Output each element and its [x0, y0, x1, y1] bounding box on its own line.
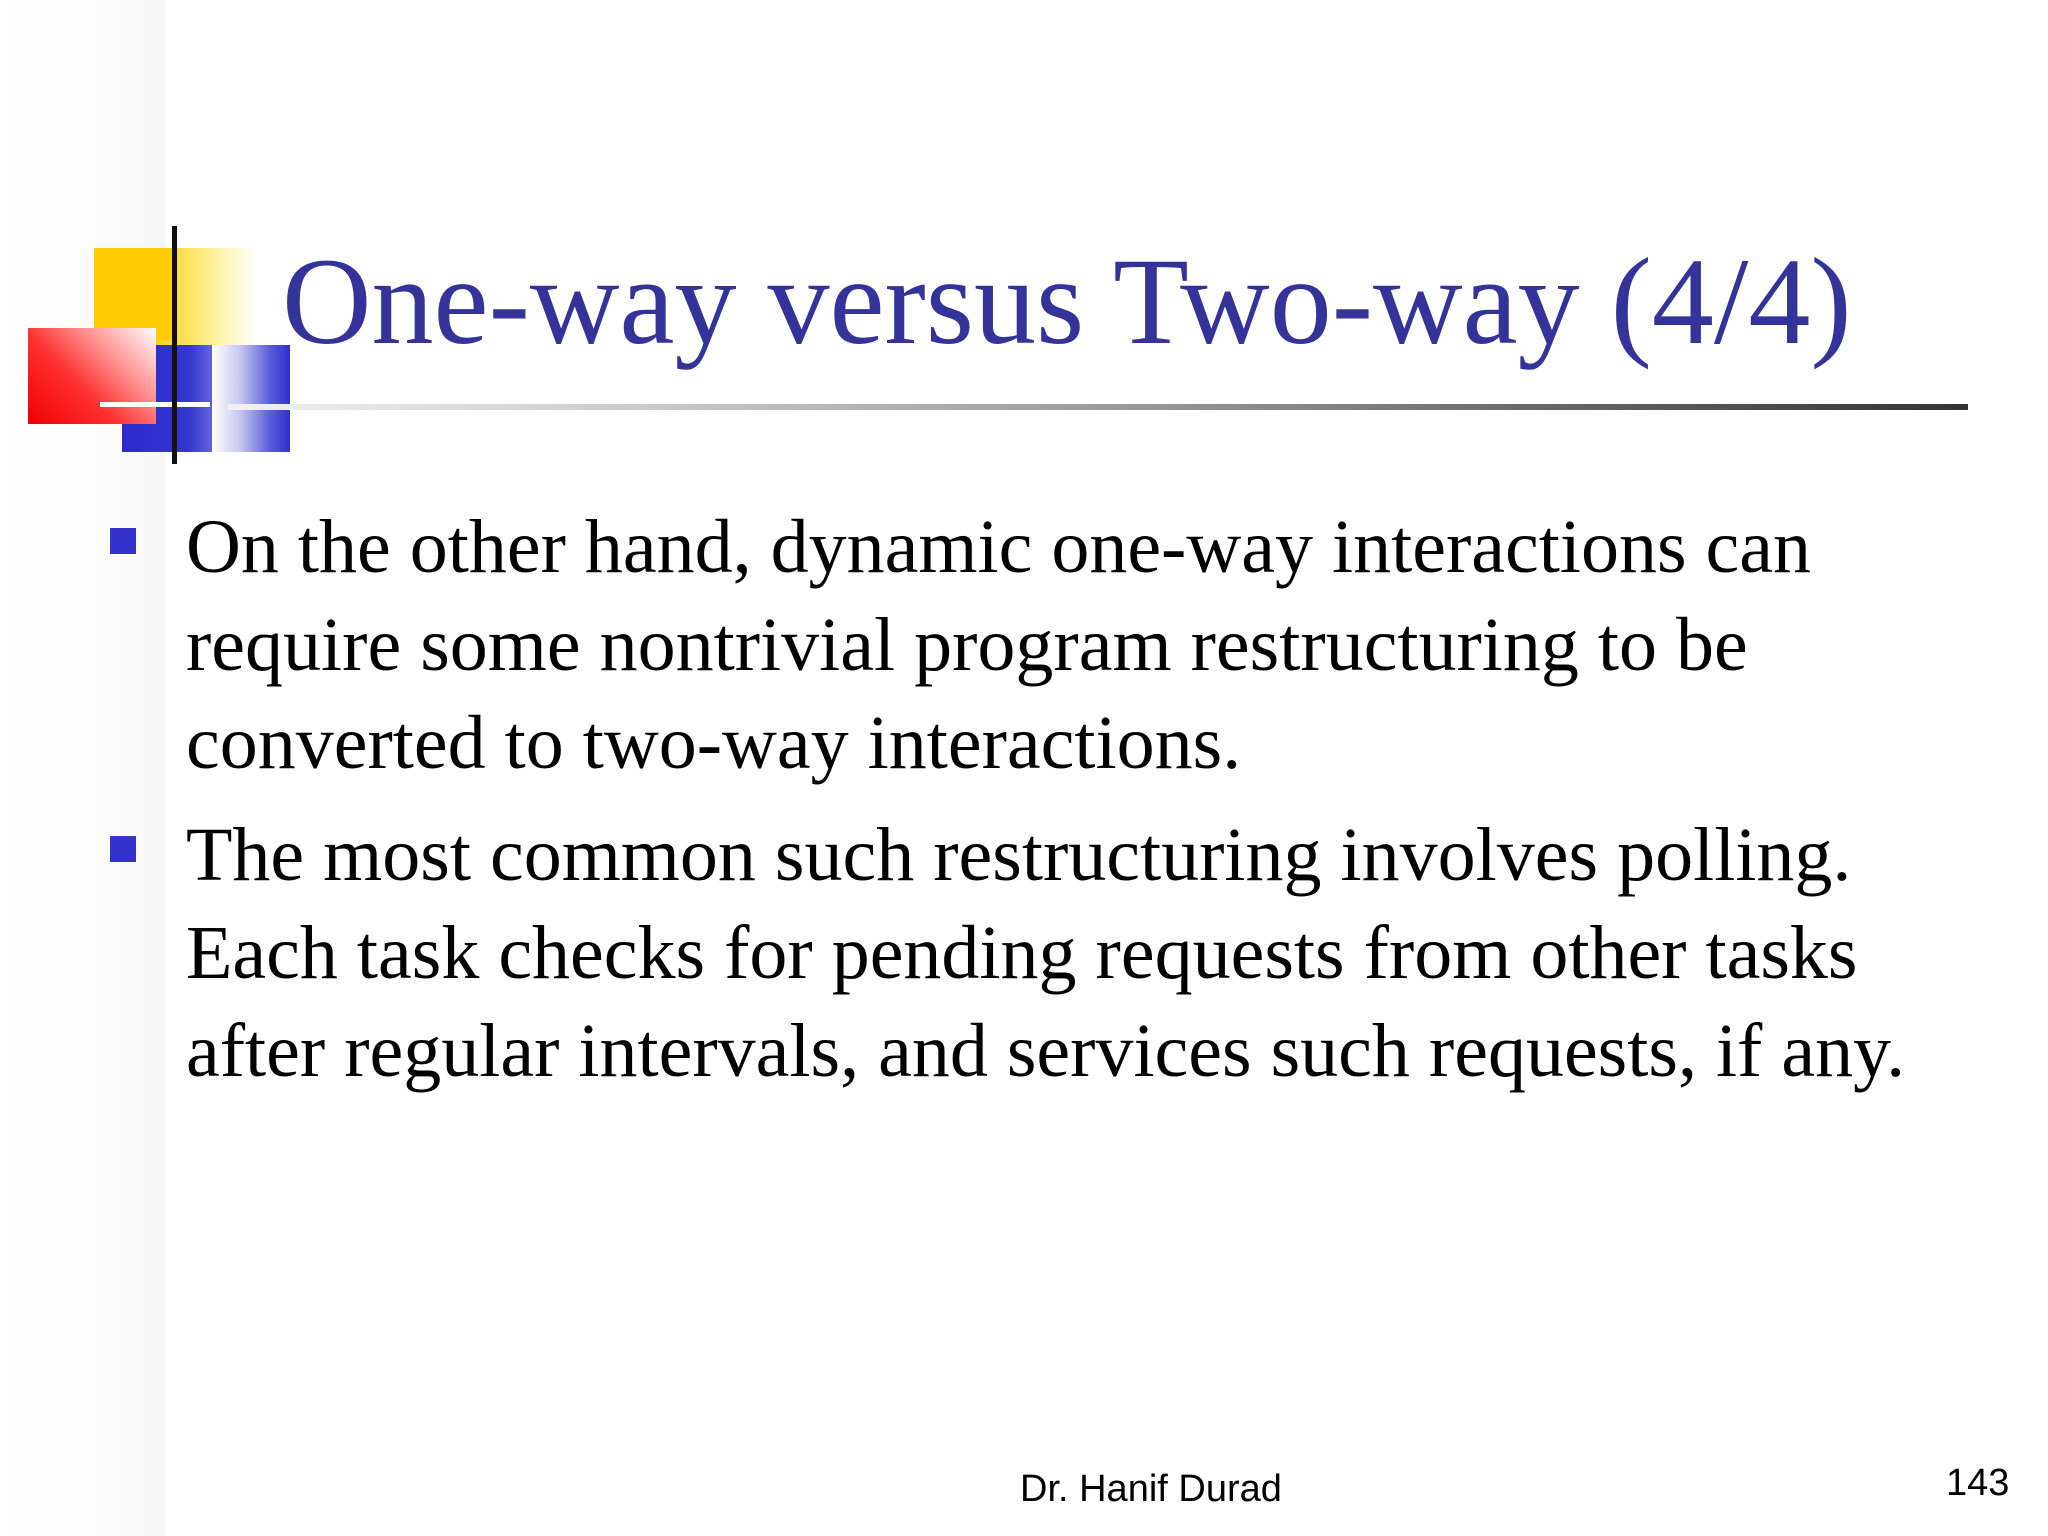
logo-red-square: [28, 328, 156, 424]
logo-blue-square-gradient: [212, 345, 290, 452]
title-underline-rule: [228, 404, 1968, 410]
slide-title: One-way versus Two-way (4/4): [282, 233, 1852, 370]
logo-yellow-square-solid: [94, 248, 176, 340]
footer-author: Dr. Hanif Durad: [1020, 1468, 1282, 1510]
bullet-item: [110, 498, 1990, 792]
bullet-item: [110, 806, 1990, 1100]
page-number: 143: [1946, 1462, 2010, 1504]
bullet-text: On the other hand, dynamic one-way interactions can require some nontrivial program restructuring to be converted to two-way interactions.: [186, 505, 1811, 785]
square-bullet-icon: [110, 528, 136, 554]
logo-horizontal-line: [100, 402, 210, 407]
bullet-list: [110, 498, 1990, 1114]
logo-vertical-line: [172, 226, 177, 464]
square-bullet-icon: [110, 836, 136, 862]
bullet-text: The most common such restructuring involves polling. Each task checks for pending requests from other tasks after regular intervals, and services such requests, if any.: [186, 813, 1906, 1093]
